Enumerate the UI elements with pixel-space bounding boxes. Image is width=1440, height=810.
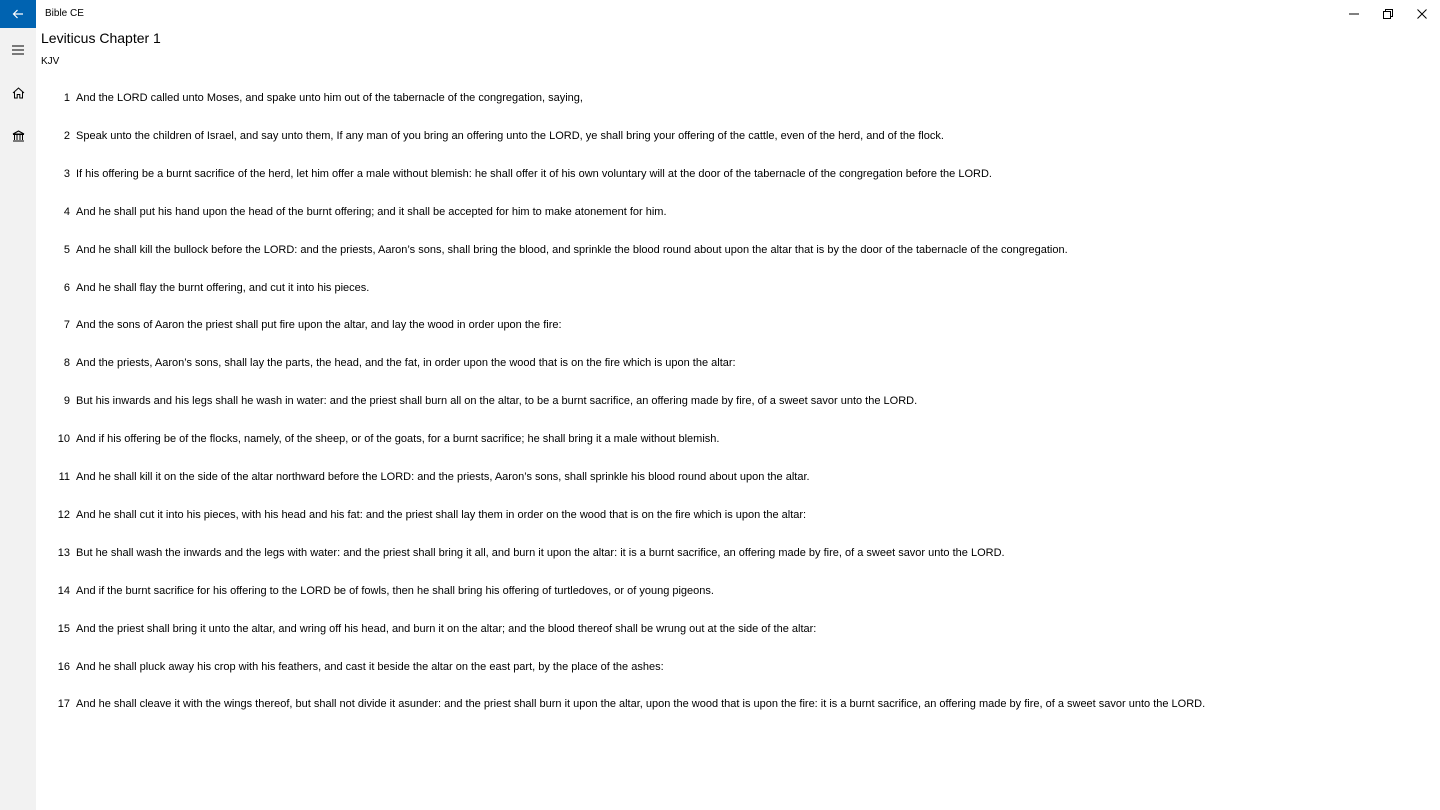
- verse-row[interactable]: [36, 278, 1436, 298]
- verse-number: 16: [57, 660, 70, 673]
- verse-text: And he shall cut it into his pieces, with his head and his fat: and the priest shall lay them in order on the wood that is on the fire which is upon the altar:: [76, 508, 807, 521]
- close-button[interactable]: [1405, 0, 1439, 28]
- verse-number: 6: [63, 281, 70, 294]
- back-arrow-icon: [12, 8, 24, 20]
- verse-text: But he shall wash the inwards and the legs with water: and the priest shall bring it all, and burn it upon the altar: it is a burnt sacrifice, an offering made by fire, of a sweet savor unto the LORD.: [76, 546, 1005, 559]
- home-button[interactable]: [0, 73, 36, 113]
- verse-row[interactable]: [36, 164, 1436, 184]
- verse-number: 11: [58, 471, 70, 483]
- verse-row[interactable]: [36, 240, 1436, 260]
- library-icon: [12, 130, 25, 142]
- verse-text: And the priest shall bring it unto the altar, and wring off his head, and burn it on the altar; and the blood thereof shall be wrung out at the side of the altar:: [76, 622, 817, 635]
- verse-text: And if his offering be of the flocks, namely, of the sheep, or of the goats, for a burnt sacrifice; he shall bring it a male without blemish.: [76, 433, 720, 446]
- verse-number: 13: [57, 546, 70, 559]
- verse-text: If his offering be a burnt sacrifice of the herd, let him offer a male without blemish: he shall offer it of his own voluntary will at the door of the tabernacle of the congregation before the LORD.: [76, 167, 992, 180]
- close-icon: [1417, 9, 1427, 19]
- verse-text: And he shall put his hand upon the head of the burnt offering; and it shall be accepted for him to make atonement for him.: [76, 205, 667, 218]
- verse-number: 4: [63, 205, 70, 218]
- verse-number: 1: [63, 92, 70, 104]
- verse-row[interactable]: [36, 429, 1436, 449]
- verse-text: And he shall flay the burnt offering, and cut it into his pieces.: [76, 281, 370, 294]
- verse-row[interactable]: [36, 543, 1436, 563]
- menu-button[interactable]: [0, 30, 36, 70]
- verse-row[interactable]: [36, 353, 1436, 373]
- verse-number: 15: [57, 622, 70, 635]
- app-title: Bible CE: [45, 8, 84, 19]
- maximize-icon: [1383, 9, 1393, 19]
- hamburger-menu-icon: [12, 45, 24, 55]
- verse-number: 9: [63, 395, 70, 408]
- verse-number: 5: [63, 243, 70, 256]
- verse-number: 2: [63, 129, 70, 142]
- library-button[interactable]: [0, 116, 36, 156]
- verse-row[interactable]: [36, 126, 1436, 146]
- verse-row[interactable]: [36, 619, 1436, 639]
- verse-row[interactable]: [36, 657, 1436, 677]
- verse-number: 8: [63, 357, 70, 370]
- verse-number: 12: [57, 508, 70, 521]
- verse-text: And the LORD called unto Moses, and spake unto him out of the tabernacle of the congregation, saying,: [76, 92, 583, 104]
- translation-label: KJV: [41, 56, 60, 67]
- verse-text: And he shall kill it on the side of the altar northward before the LORD: and the priests, Aaron’s sons, shall sprinkle his blood round about upon the altar.: [76, 471, 810, 483]
- verse-row[interactable]: [36, 505, 1436, 525]
- verse-number: 3: [63, 167, 70, 180]
- verse-row[interactable]: [36, 315, 1436, 335]
- chapter-title: Leviticus Chapter 1: [41, 30, 161, 46]
- maximize-button[interactable]: [1371, 0, 1405, 28]
- verse-text: And the sons of Aaron the priest shall put fire upon the altar, and lay the wood in order upon the fire:: [76, 319, 562, 332]
- minimize-button[interactable]: [1337, 0, 1371, 28]
- minimize-icon: [1349, 9, 1359, 19]
- verse-number: 7: [63, 319, 70, 332]
- verse-number: 14: [57, 584, 70, 597]
- verse-number: 17: [57, 698, 70, 711]
- verse-row[interactable]: [36, 202, 1436, 222]
- verse-text: Speak unto the children of Israel, and say unto them, If any man of you bring an offering unto the LORD, ye shall bring your offering of the cattle, even of the herd, and of the flock.: [76, 129, 944, 142]
- verse-text: And he shall kill the bullock before the LORD: and the priests, Aaron’s sons, shall bring the blood, and sprinkle the blood round about upon the altar that is by the door of the tabernacle of the congregation.: [76, 243, 1068, 256]
- verse-row[interactable]: [36, 88, 1436, 108]
- verse-text: And he shall cleave it with the wings thereof, but shall not divide it asunder: and the priest shall burn it upon the altar, upon the wood that is upon the fire: it is a burnt sacrifice, an offering made by fire, of a sweet savor unto the LORD.: [76, 698, 1206, 711]
- verse-text: And the priests, Aaron’s sons, shall lay the parts, the head, and the fat, in order upon the wood that is on the fire which is upon the altar:: [76, 357, 736, 370]
- verse-row[interactable]: [36, 581, 1436, 601]
- verse-row[interactable]: [36, 694, 1436, 714]
- verse-row[interactable]: [36, 467, 1436, 487]
- verse-row[interactable]: [36, 391, 1436, 411]
- verse-text: But his inwards and his legs shall he wash in water: and the priest shall burn all on the altar, to be a burnt sacrifice, an offering made by fire, of a sweet savor unto the LORD.: [76, 395, 918, 408]
- back-button[interactable]: [0, 0, 36, 28]
- chapter-content: [36, 28, 1440, 810]
- verse-number: 10: [57, 433, 70, 446]
- navigation-rail: [0, 28, 36, 810]
- title-bar: [0, 0, 1440, 28]
- verse-text: And if the burnt sacrifice for his offering to the LORD be of fowls, then he shall bring his offering of turtledoves, or of young pigeons.: [76, 584, 714, 597]
- verse-text: And he shall pluck away his crop with his feathers, and cast it beside the altar on the east part, by the place of the ashes:: [76, 660, 664, 673]
- home-icon: [12, 87, 25, 99]
